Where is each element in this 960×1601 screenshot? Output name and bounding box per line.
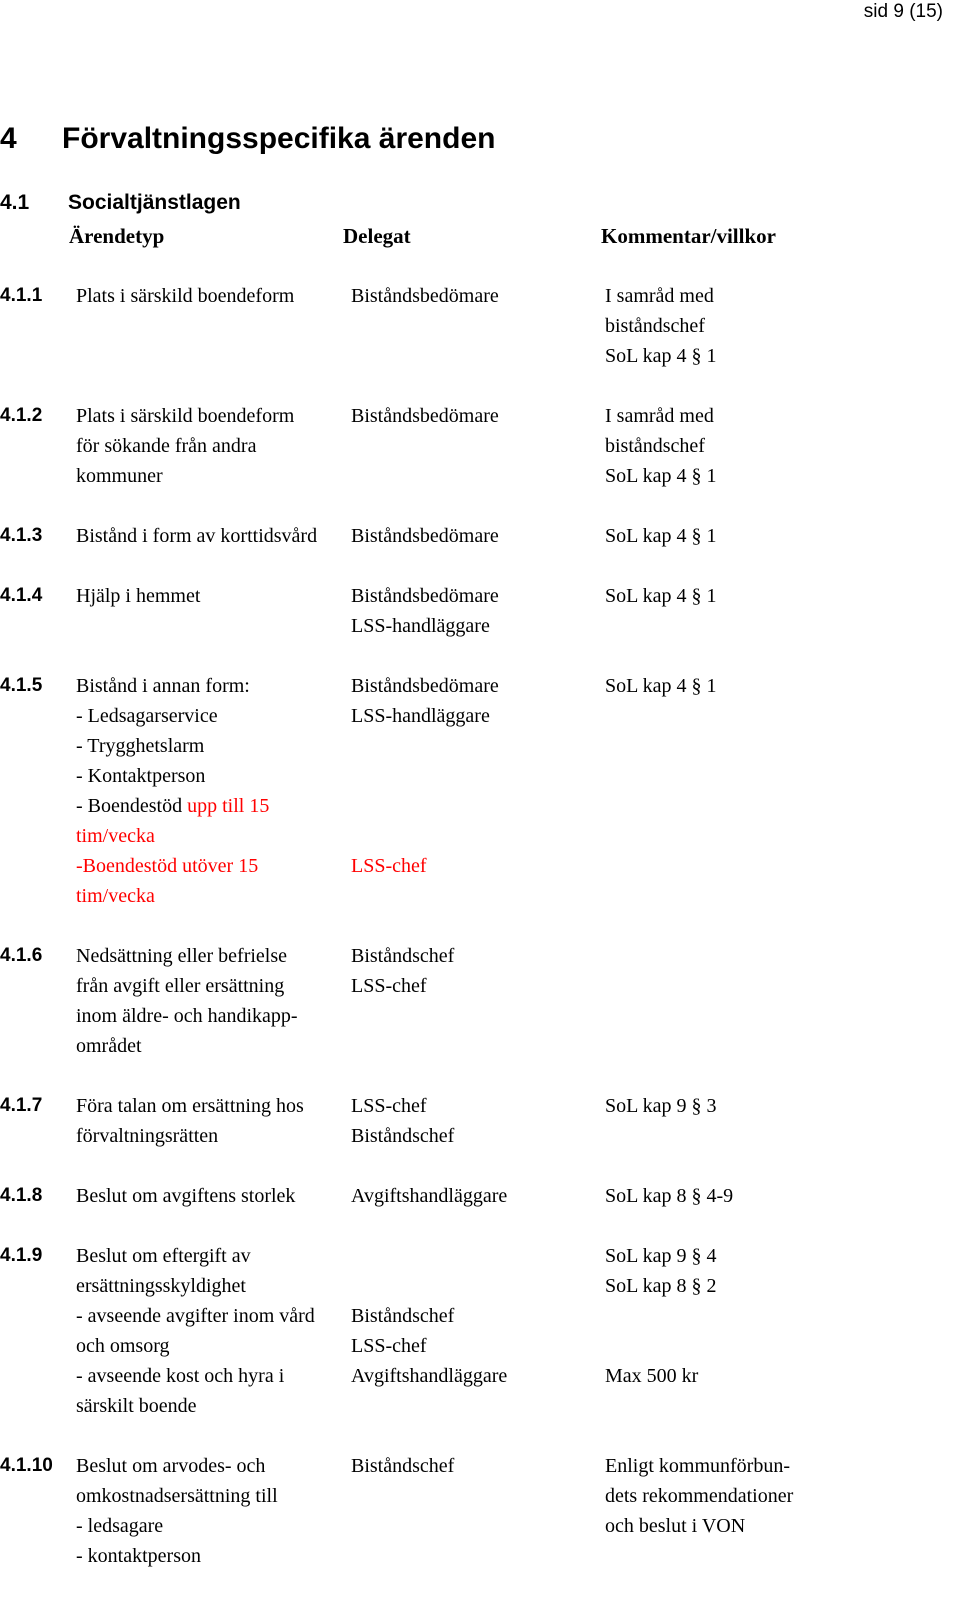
delegate-cell [351,1241,601,1391]
comment-line [605,341,945,371]
comment-text: biståndschef [605,315,705,337]
case-type-text: - ledsagare [76,1515,164,1537]
delegate-cell [351,1091,601,1151]
table-row [0,401,960,491]
case-type-text: - kontaktperson [76,1545,201,1567]
comment-text: och beslut i VON [605,1515,746,1537]
delegate-text: LSS-handläggare [351,615,490,637]
comment-text: SoL kap 4 § 1 [605,525,717,547]
case-type-line [76,1301,348,1331]
case-type-text: - Ledsagarservice [76,705,218,727]
comment-line [605,281,945,311]
delegate-text: Avgiftshandläggare [351,1185,508,1207]
comment-text: SoL kap 4 § 1 [605,345,717,367]
delegate-text: LSS-chef [351,975,427,997]
case-type-text: området [76,1035,142,1057]
case-type-line [76,821,348,851]
delegate-text: Biståndsbedömare [351,285,499,307]
row-number: 4.1.8 [0,1185,43,1206]
comment-cell [605,1241,945,1391]
delegate-line [351,1301,601,1331]
comment-text: I samråd med [605,405,714,427]
delegate-line [351,1181,601,1211]
comment-cell [605,671,945,701]
comment-line [605,1241,945,1271]
delegate-line [351,1241,601,1271]
comment-text: SoL kap 4 § 1 [605,675,717,697]
case-type-line [76,671,348,701]
case-type-line [76,701,348,731]
case-type-text: kommuner [76,465,163,487]
case-type-line [76,281,348,311]
case-type-text: särskilt boende [76,1395,197,1417]
delegate-text: LSS-chef [351,1095,427,1117]
delegate-text: Avgiftshandläggare [351,1365,508,1387]
delegate-line [351,1091,601,1121]
table-row [0,1091,960,1151]
comment-line [605,1481,945,1511]
section-heading [0,189,241,217]
case-type-cell [76,1241,348,1421]
delegate-cell [351,281,601,311]
comment-cell [605,1181,945,1211]
column-header-delegate: Delegat [343,224,411,248]
case-type-cell [76,1181,348,1211]
case-type-line [76,1331,348,1361]
delegate-text: LSS-chef [351,855,427,877]
delegate-line [351,521,601,551]
comment-line [605,1511,945,1541]
case-type-line [76,971,348,1001]
case-type-line [76,881,348,911]
row-number: 4.1.5 [0,675,43,696]
page-number: sid 9 (15) [863,1,943,22]
case-type-line [76,1391,348,1421]
comment-line [605,431,945,461]
table-row [0,941,960,1061]
comment-line [605,1331,945,1361]
comment-cell [605,1091,945,1121]
case-type-line [76,1361,348,1391]
case-type-text: - Trygghetslarm [76,735,205,757]
comment-line [605,1451,945,1481]
case-type-text: -Boendestöd utöver 15 [76,855,259,877]
case-type-line [76,1271,348,1301]
delegate-line [351,1271,601,1301]
comment-text: SoL kap 8 § 4-9 [605,1185,734,1207]
case-type-line [76,461,348,491]
delegate-line [351,941,601,971]
table-row [0,581,960,641]
case-type-text: Nedsättning eller befrielse [76,945,288,967]
row-number: 4.1.6 [0,945,43,966]
delegate-line [351,1121,601,1151]
delegate-line [351,821,601,851]
comment-text: dets rekommendationer [605,1485,794,1507]
case-type-line [76,731,348,761]
comment-text: SoL kap 9 § 3 [605,1095,717,1117]
comment-line [605,1091,945,1121]
delegate-text: Biståndschef [351,945,455,967]
case-type-line [76,791,348,821]
delegate-text: Biståndsbedömare [351,585,499,607]
column-header-comment: Kommentar/villkor [601,224,776,248]
delegate-text: LSS-chef [351,1335,427,1357]
case-type-line [76,1241,348,1271]
delegate-cell [351,581,601,641]
comment-text: SoL kap 8 § 2 [605,1275,717,1297]
delegate-cell [351,401,601,431]
delegate-line [351,851,601,881]
case-type-cell [76,671,348,911]
comment-line [605,1301,945,1331]
case-type-line [76,1481,348,1511]
case-type-cell [76,401,348,491]
case-type-line [76,761,348,791]
delegate-text: LSS-handläggare [351,705,490,727]
delegate-text: Biståndsbedömare [351,405,499,427]
case-type-text: för sökande från andra [76,435,257,457]
case-type-text: Bistånd i annan form: [76,675,250,697]
comment-text: SoL kap 4 § 1 [605,585,717,607]
section-number: 4.1 [0,191,30,214]
case-type-text: Hjälp i hemmet [76,585,201,607]
case-type-text: Plats i särskild boendeform [76,405,295,427]
case-type-text: Plats i särskild boendeform [76,285,295,307]
table-row [0,521,960,551]
delegate-cell [351,941,601,1001]
delegate-cell [351,1451,601,1481]
comment-line [605,521,945,551]
comment-line [605,401,945,431]
comment-line [605,1361,945,1391]
table-row [0,1181,960,1211]
delegate-line [351,971,601,1001]
case-type-line [76,1121,348,1151]
chapter-number: 4 [0,122,17,155]
chapter-title: Förvaltningsspecifika ärenden [62,122,496,155]
case-type-cell [76,281,348,311]
case-type-text: från avgift eller ersättning [76,975,285,997]
row-number: 4.1.3 [0,525,43,546]
delegate-line [351,701,601,731]
comment-line [605,1271,945,1301]
case-type-line [76,581,348,611]
case-type-text: Beslut om arvodes- och [76,1455,266,1477]
delegate-line [351,791,601,821]
delegate-text: Biståndschef [351,1125,455,1147]
column-header-type: Ärendetyp [69,224,165,248]
row-number: 4.1.1 [0,285,43,306]
comment-text: SoL kap 4 § 1 [605,465,717,487]
delegate-cell [351,671,601,881]
case-type-text: - avseende kost och hyra i [76,1365,285,1387]
delegate-text: Biståndsbedömare [351,525,499,547]
delegate-line [351,401,601,431]
case-type-line [76,521,348,551]
case-type-text: och omsorg [76,1335,170,1357]
delegate-text: Biståndschef [351,1455,455,1477]
case-type-text: - Kontaktperson [76,765,206,787]
comment-text: Enligt kommunförbun- [605,1455,790,1477]
row-number: 4.1.10 [0,1455,53,1476]
comment-cell [605,581,945,611]
case-type-line [76,1001,348,1031]
row-number: 4.1.4 [0,585,43,606]
delegate-line [351,581,601,611]
case-type-cell [76,581,348,611]
case-type-text: inom äldre- och handikapp- [76,1005,298,1027]
comment-cell [605,521,945,551]
delegate-line [351,1361,601,1391]
case-type-text: Beslut om avgiftens storlek [76,1185,296,1207]
case-type-line [76,1451,348,1481]
row-number: 4.1.7 [0,1095,43,1116]
case-type-text: - avseende avgifter inom vård [76,1305,315,1327]
comment-text: Max 500 kr [605,1365,699,1387]
delegate-text: Biståndschef [351,1305,455,1327]
case-type-cell [76,1091,348,1151]
case-type-text: Föra talan om ersättning hos [76,1095,304,1117]
table-row [0,281,960,371]
delegate-text: Biståndsbedömare [351,675,499,697]
comment-line [605,1181,945,1211]
case-type-text: tim/vecka [76,885,155,907]
case-type-cell [76,521,348,551]
case-type-line [76,401,348,431]
delegate-line [351,1331,601,1361]
case-type-text: - Boendestöd [76,795,188,817]
comment-text: I samråd med [605,285,714,307]
case-type-line [76,1511,348,1541]
case-type-text: förvaltningsrätten [76,1125,219,1147]
case-type-line [76,1091,348,1121]
delegate-line [351,1451,601,1481]
delegate-line [351,671,601,701]
delegate-cell [351,521,601,551]
case-type-line [76,431,348,461]
delegate-line [351,761,601,791]
row-number: 4.1.2 [0,405,43,426]
delegation-table [0,281,960,1601]
comment-cell [605,401,945,491]
comment-line [605,311,945,341]
case-type-text: tim/vecka [76,825,155,847]
case-type-text: omkostnadsersättning till [76,1485,278,1507]
delegate-line [351,281,601,311]
delegate-line [351,731,601,761]
comment-cell [605,1451,945,1541]
comment-text: biståndschef [605,435,705,457]
table-row [0,1451,960,1571]
table-row [0,671,960,911]
chapter-heading [0,119,495,159]
case-type-line [76,1181,348,1211]
case-type-cell [76,941,348,1061]
case-type-text: ersättningsskyldighet [76,1275,246,1297]
table-row [0,1241,960,1421]
row-number: 4.1.9 [0,1245,43,1266]
comment-line [605,461,945,491]
case-type-cell [76,1451,348,1571]
comment-cell [605,281,945,371]
case-type-line [76,1541,348,1571]
comment-line [605,581,945,611]
delegate-cell [351,1181,601,1211]
case-type-text: Bistånd i form av korttidsvård [76,525,318,547]
case-type-text: upp till 15 [187,795,270,817]
section-title: Socialtjänstlagen [68,191,241,214]
delegate-line [351,611,601,641]
comment-text: SoL kap 9 § 4 [605,1245,717,1267]
case-type-text: Beslut om eftergift av [76,1245,251,1267]
case-type-line [76,851,348,881]
case-type-line [76,1031,348,1061]
case-type-line [76,941,348,971]
comment-line [605,671,945,701]
